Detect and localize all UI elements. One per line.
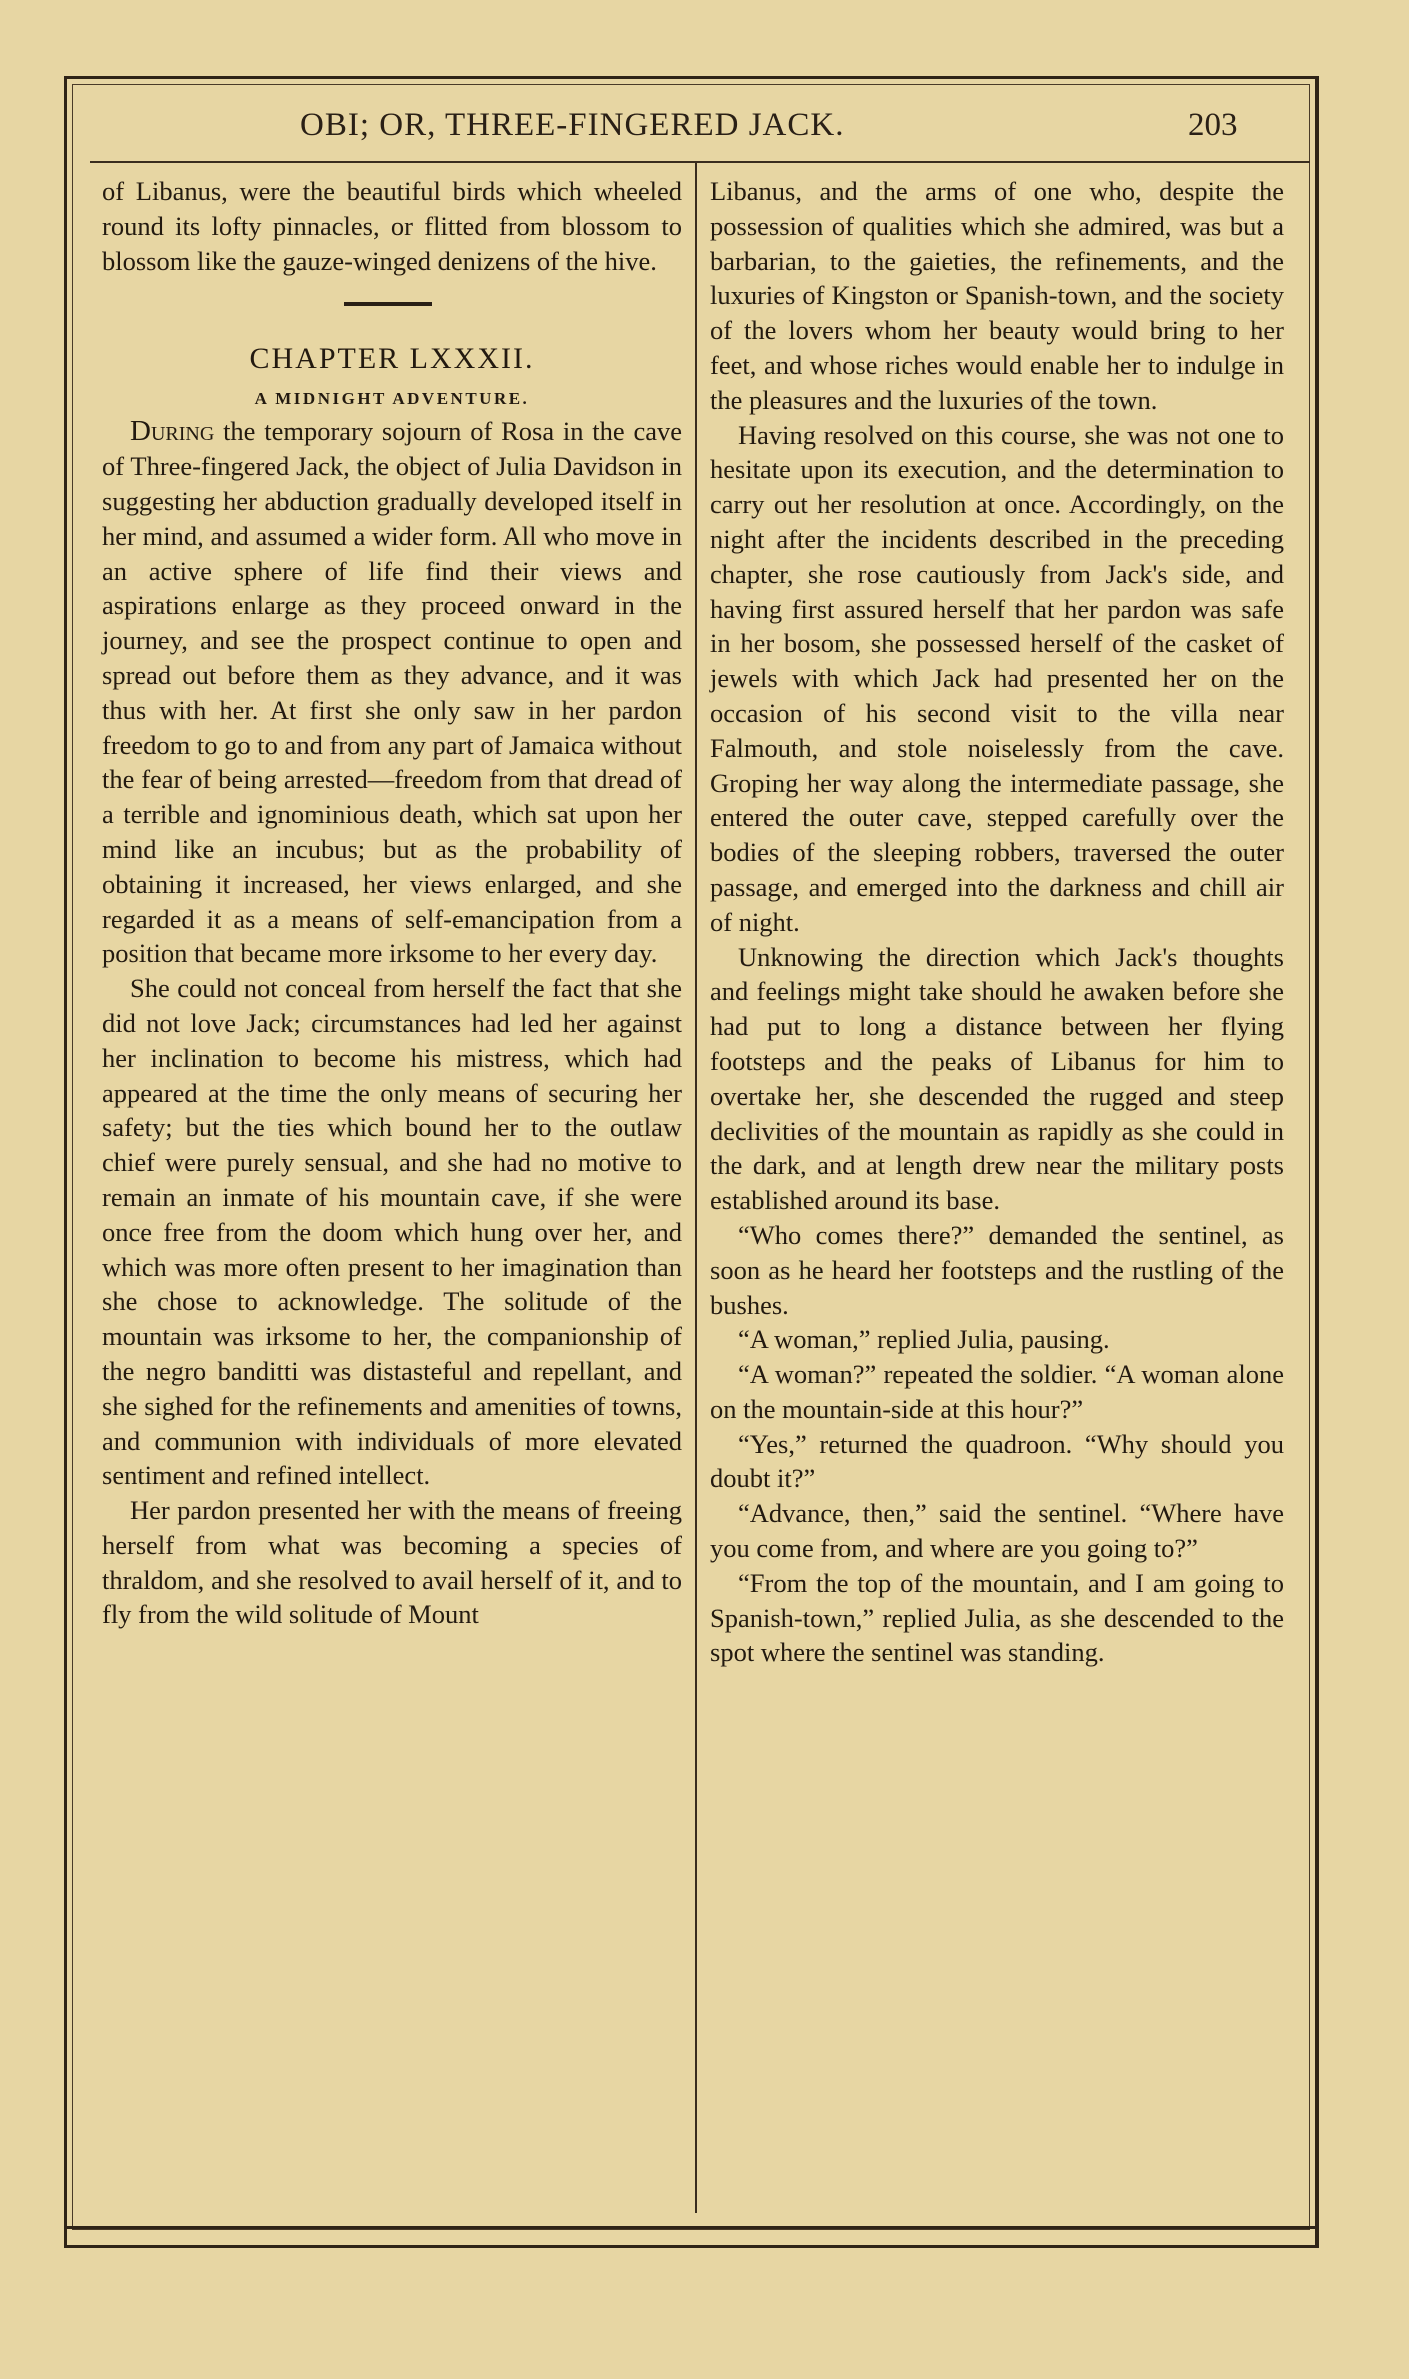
section-rule bbox=[344, 302, 432, 306]
paragraph-continued: of Libanus, were the beautiful birds which wheeled round its lofty pinnacles, or flitted from blossom to blossom like the gauze-winged denizens of the hive. bbox=[102, 176, 682, 276]
dialogue-paragraph: “Who comes there?” demanded the sentinel, as soon as he heard her footsteps and the rustling of the bushes. bbox=[710, 1219, 1284, 1320]
paragraph: Having resolved on this course, she was not one to hesitate upon its execution, and the determination to carry out her resolution at once. Accordingly, on the night after the incidents described in the preceding chapter, she rose cautiously from Jack's side, and having first assured herself that her pardon was safe in her bosom, she possessed herself of the casket of jewels with which Jack had presented her on the occasion of his second visit to the villa near Falmouth, and stole noiselessly from the cave. Groping her way along the intermediate passage, she entered the outer cave, stepped carefully over the bodies of the sleeping robbers, traversed the outer passage, and emerged into the darkness and chill air of night. bbox=[710, 419, 1284, 937]
column-divider bbox=[695, 163, 697, 2213]
paragraph-text: the temporary sojourn of Rosa in the cave of Three-fingered Jack, the object of Julia Davidson in suggesting her abduction gradually developed itself in her mind, and assumed a wider form. All who move in an active sphere of life find their views and aspirations enlarge as they proceed onward in the journey, and see the prospect continue to open and spread out before them as they advance, and it was thus with her. At first she only saw in her pardon freedom to go to and from any part of Jamaica without the fear of being arrested—freedom from that dread of a terrible and ignominious death, which sat upon her mind like an incubus; but as the probability of obtaining it increased, her views enlarged, and she regarded it as a means of self-emancipation from a position that became more irksome to her every day. bbox=[102, 416, 682, 969]
dialogue-paragraph: “Yes,” returned the quadroon. “Why should you doubt it?” bbox=[710, 1428, 1284, 1494]
dialogue-paragraph: “From the top of the mountain, and I am going to Spanish-town,” replied Julia, as she descended to the spot where the sentinel was standing. bbox=[710, 1567, 1284, 1668]
running-title: OBI; OR, THREE-FINGERED JACK. bbox=[300, 107, 845, 143]
header-rule bbox=[90, 161, 1310, 163]
paragraph-continued: Libanus, and the arms of one who, despite the possession of qualities which she admired, was but a barbarian, to the gaieties, the refinements, and the luxuries of Kingston or Spanish-town, and the society of the lovers whom her beauty would bring to her feet, and whose riches would enable her to indulge in the pleasures and the luxuries of the town. bbox=[710, 176, 1284, 415]
opening-word: During bbox=[130, 415, 215, 448]
right-column bbox=[710, 174, 1284, 1670]
page-number: 203 bbox=[1188, 107, 1238, 143]
paragraph: Unknowing the direction which Jack's thoughts and feelings might take should he awaken before she had put to long a distance between her flying footsteps and the peaks of Libanus for him to overtake her, she descended the rugged and steep declivities of the mountain as rapidly as she could in the dark, and at length drew near the military posts established around its base. bbox=[710, 941, 1284, 1216]
dialogue-paragraph: “Advance, then,” said the sentinel. “Where have you come from, and where are you going to?” bbox=[710, 1498, 1284, 1564]
chapter-title: CHAPTER LXXXII. bbox=[249, 342, 535, 376]
paragraph: She could not conceal from herself the fact that she did not love Jack; circumstances had led her against her inclination to become his mistress, which had appeared at the time the only means of securing her safety; but the ties which bound her to the outlaw chief were purely sensual, and she had no motive to remain an inmate of his mountain cave, if she were once free from the doom which hung over her, and which was more often present to her imagination than she chose to acknowledge. The solitude of the mountain was irksome to her, the companionship of the negro banditti was distasteful and repellant, and she sighed for the refinements and amenities of towns, and communion with individuals of more elevated sentiment and refined intellect. bbox=[102, 973, 682, 1491]
dialogue-paragraph: “A woman,” replied Julia, pausing. bbox=[738, 1324, 1110, 1355]
left-column bbox=[102, 174, 682, 1632]
dialogue-paragraph: “A woman?” repeated the soldier. “A woman alone on the mountain-side at this hour?” bbox=[710, 1359, 1284, 1424]
footer-rule bbox=[64, 2226, 1319, 2229]
chapter-subtitle: A MIDNIGHT ADVENTURE. bbox=[254, 389, 530, 409]
paragraph: Her pardon presented her with the means of freeing herself from what was becoming a species of thraldom, and she resolved to avail herself of it, and to fly from the wild solitude of Mount bbox=[102, 1495, 682, 1630]
paragraph bbox=[102, 414, 682, 971]
